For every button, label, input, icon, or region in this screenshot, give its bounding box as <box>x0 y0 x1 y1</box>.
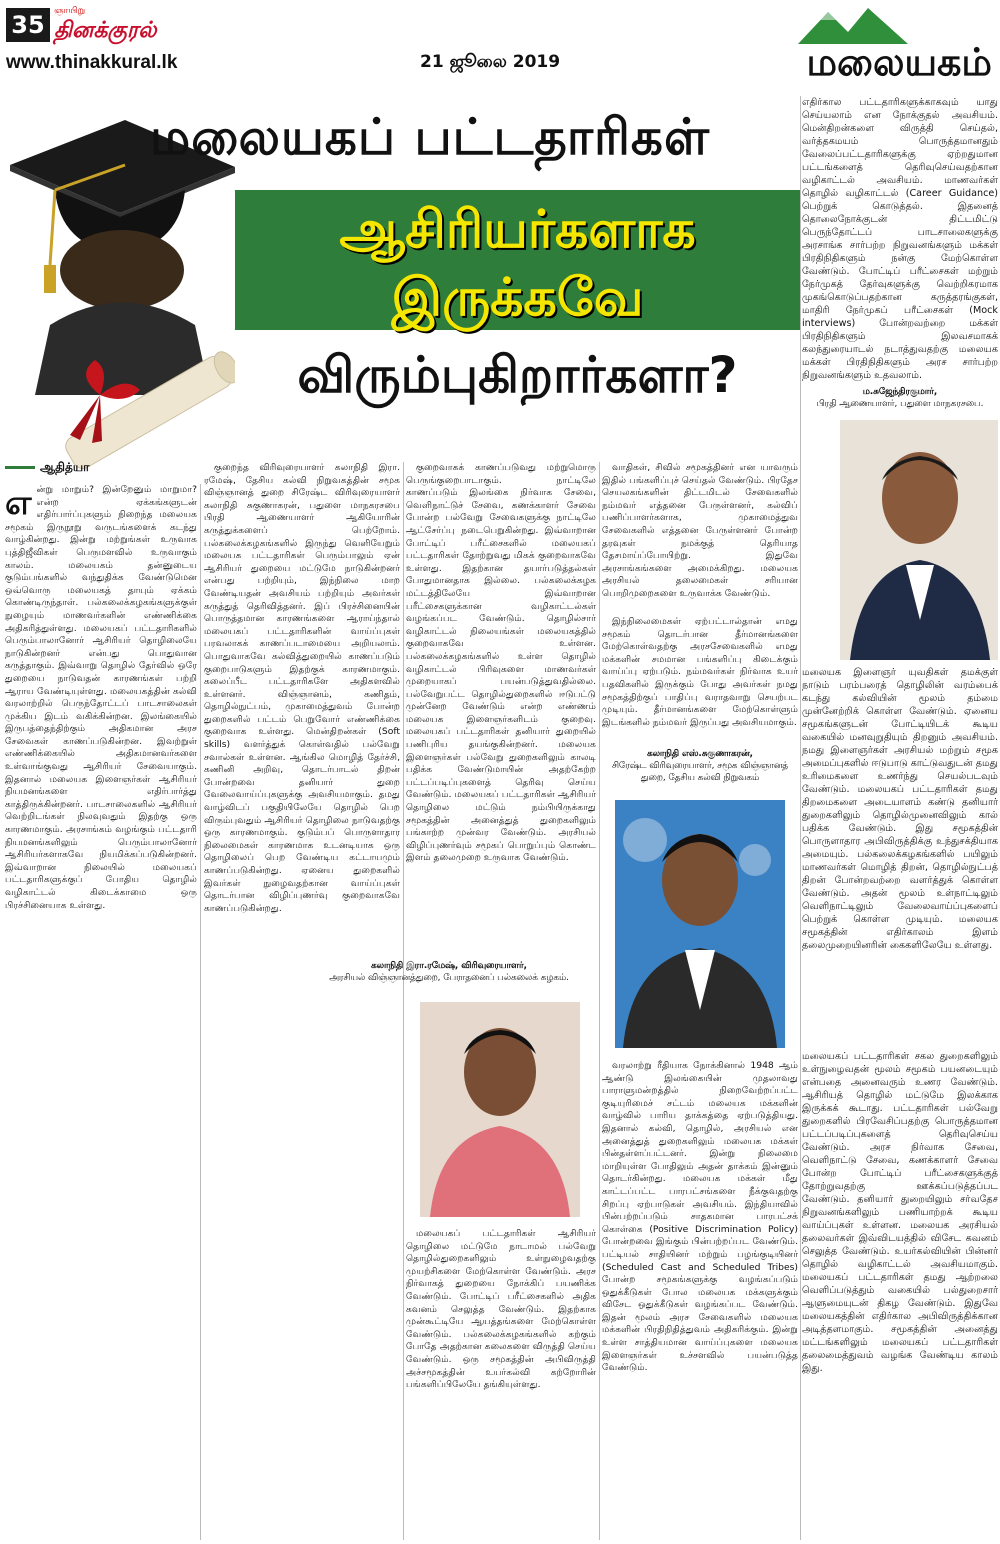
page-number: 35 <box>6 8 50 42</box>
article-column-2-text: குறைந்த விரிவுரையாளர் கலாநிதி இரா. ரமேஷ், தேசிய கல்வி நிறுவகத்தின் சமூக விஞ்ஞானத் துறை சிரேஷ்ட விரிவுரையாளர் கலாநிதி சுகுணாகரன், பதுளை மாநகரசபை பிரதி ஆணையாளர் ஆகியோரின் கருத்துக்களைப் பெற்றோம். பல்கலைக்கழகங்களில் இருந்து வெளியேறும் மலையக பட்டதாரிகள் பெரும்பாலும் ஏன் ஆசிரியர் துறையை மட்டுமே நாடுகின்றனர் என்பது பற்றியும், இந்நிலை மாற வேண்டியதன் அவசியம் பற்றியும் அவர்கள் கருத்துத் தெரிவித்தனர். இப் பிரச்சினையின் பொருத்தமான காரணங்களை ஆராய்ந்தால் மலையகப் பட்டதாரிகளின் வாய்ப்புகள் பரவலாகக் காணப்படாமையை அறியலாம். பொதுவாகவே கல்வித்துறையில் காணப்படும் குறைபாடுகளும் இதற்குக் காரணமாகும். கலைப்பீட பட்டதாரிகளே அதிகளவில் உள்ளனர். விஞ்ஞானம், கணிதம், தொழில்நுட்பம், முகாமைத்துவம் போன்ற துறைகளில் பட்டம் பெறுவோர் எண்ணிக்கை குறைவாக உள்ளது. மென்திறன்கள் (Soft skills) வளர்த்துக் கொள்வதில் பல்வேறு சவால்கள் உள்ளன. ஆங்கில மொழித் தேர்ச்சி, கணினி அறிவு, தொடர்பாடல் திறன் போன்றவை தனியார் துறை வேலைவாய்ப்புகளுக்கு அவசியமாகும். தமது வாழ்விடப் பகுதியிலேயே தொழில் பெற விரும்புவதும் ஆசிரியர் தொழிலை நாடுவதற்கு ஒரு காரணமாகும். குடும்பப் பொருளாதார நிலைமைகள் காரணமாக உடனடியாக ஒரு தொழிலைப் பெற வேண்டிய கட்டாயமும் காணப்படுகின்றது. ஏனைய துறைகளில் இவர்கள் நுழைவதற்கான வாய்ப்புகள் தொடர்பான விழிப்புணர்வு குறைவாகவே காணப்படுகின்றது. <box>204 462 400 914</box>
article-column-4-second <box>602 616 798 742</box>
article-column-4c-text: வரலாற்று ரீதியாக நோக்கினால் 1948 ஆம் ஆண்டு இலங்கையின் முதலாவது பாராளுமன்றத்தில் நிறைவேற்றப்பட்ட குடியுரிமைச் சட்டம் மலையக மக்களின் வாழ்வில் பாரிய தாக்கத்தை ஏற்படுத்தியது. இதனால் கல்வி, தொழில், அரசியல் என அனைத்துத் துறைகளிலும் மலையக மக்கள் பின்தள்ளப்பட்டனர். இன்று நிலைமை மாறியுள்ள போதிலும் அதன் தாக்கம் இன்னும் தொடர்கின்றது. மலையக மக்கள் மீது காட்டப்பட்ட பாரபட்சங்களை நீக்குவதற்கு சிறப்பு ஏற்பாடுகள் அவசியம். இந்தியாவில் பின்பற்றப்படும் சாதகமான பாரபட்சக் கொள்கை (Positive Discrimination Policy) போன்றவை இங்கும் பின்பற்றப்பட வேண்டும். பட்டியல் சாதியினர் மற்றும் பழங்குடியினர் (Scheduled Cast and Scheduled Tribes) போன்ற சமூகங்களுக்கு வழங்கப்படும் ஒதுக்கீடுகள் போல மலையக மக்களுக்கும் விசேட ஒதுக்கீடுகள் வழங்கப்பட வேண்டும். இதன் மூலம் அரச சேவைகளில் மலையக மக்களின் பிரதிநிதித்துவம் அதிகரிக்கும். இன்று உள்ள சாத்தியமான வாய்ப்புகளை மலையக இளைஞர்கள் உச்சளவில் பயன்படுத்த வேண்டும். <box>602 1060 798 1374</box>
article-column-1 <box>5 484 197 1540</box>
paper-logo-small-text: ஞாயிறு <box>54 6 86 16</box>
website-url[interactable]: www.thinakkural.lk <box>6 52 178 73</box>
photo-3-portrait <box>420 1002 580 1217</box>
section-logo-word: மலையகம் <box>806 40 992 84</box>
article-column-4-text: வாதிகள், சிவில் சமூகத்தினர் என யாவரும் இதில் பங்களிப்புச் செய்தல் வேண்டும். பிரதேச செயலகங்களின் திட்டமிடல் சேவைகளில் நம்மவர் எத்தனை பேருள்ளனர், கல்விப் பணிப்பாளர்களாக, முகாமைத்துவ சேவைகளில் எத்தனை பேருள்ளனர் போன்ற தரவுகள் நமக்குத் தெரியாத தேசமாய்ப்போயிற்று. இதுவே அரசாங்கங்களை அமைக்கிறது. மலையக அரசியல் தலைமைகள் சரியான பொறிமுறைகளை உருவாக்க வேண்டும். <box>602 462 798 599</box>
article-column-4-third <box>602 1060 798 1540</box>
drop-cap: எ <box>5 483 32 523</box>
right-column-top-text: எதிர்கால பட்டதாரிகளுக்காகவும் யாது செய்யலாம் என நோக்குதல் அவசியம். மென்திறன்களை விருத்தி செய்தல், வர்த்தகமயம் பொருத்தமானதும் வேலைப்பட்டதாரிகளுக்கு ஏற்றதுமான பட்டங்களைத் தெரிவுசெய்வதற்கான வழிகாட்டல் அவசியம். மாணவர்கள் தொழில் வழிகாட்டல் (Career Guidance) பெற்றுக் கொடுத்தல். இதனைத் தொலைநோக்குடன் திட்டமிட்டு பெருந்தோட்டப் பாடசாலைகளுக்கு அரசாங்க சார்பற்ற நிறுவனங்களும் மக்கள் பிரதிநிதிகளும் நன்கு மேற்கொள்ள வேண்டும். போட்டிப் பரீட்சைகள் மற்றும் நேர்முகத் தேர்வுகளுக்கு வெற்றிகரமாக முகங்கொடுப்பதற்கான கருத்தரங்குகள், மாதிரி நேர்முகப் பரீட்சைகள் (Mock interviews) போன்றவற்றை மக்கள் பிரதிநிதிகளும் இலவசமாகக் கலந்துரையாடல் நடாத்துவதற்கு மலையக மக்கள் பிரதிநிதிகளும் அரச சார்பற்ற நிறுவனங்களும் உதவலாம். <box>802 97 998 381</box>
photo-caption-3 <box>300 960 598 984</box>
byline: ஆதித்யா <box>40 460 90 474</box>
mountain-logo-icon <box>798 4 908 44</box>
right-column-mid-text: மலையக இளைஞர் யுவதிகள் தமக்குள் நாடும் பரம்பரைத் தொழிலின் வரம்பைக் கடந்து கல்வியின் மூலம் தம்மை முன்னேற்றிக் கொள்ள வேண்டும். ஏனைய சமூகங்களுடன் போட்டியிடக் கூடிய வகையில் மனவுறுதியும் திறனும் அவசியம். நமது இளைஞர்கள் அரசியல் மற்றும் சமூக அமைப்புகளில் ஈடுபாடு காட்டுவதுடன் தமது உரிமைகளை உணர்ந்து செயல்படவும் வேண்டும். மலையகப் பட்டதாரிகள் தமது திறமைகளை அடையாளம் கண்டு தனியார் துறைகளிலும் தொழில்முனைவிலும் கால் பதிக்க வேண்டும். இது சமூகத்தின் பொருளாதார அபிவிருத்திக்கு உந்துசக்தியாக அமையும். பல்கலைக்கழகங்களில் பயிலும் மாணவர்கள் மொழித் திறன், தொழில்நுட்பத் திறன் போன்றவற்றை வளர்த்துக் கொள்ள வேண்டும். அதன் மூலம் உள்நாட்டிலும் வெளிநாட்டிலும் வேலைவாய்ப்புகளைப் பெற்றுக் கொள்ள முடியும். மலையக சமூகத்தின் எதிர்காலம் இளம் தலைமுறையினரின் கைகளிலேயே உள்ளது. <box>802 667 998 951</box>
headline-line-3: விரும்புகிறார்களா? <box>297 346 738 404</box>
headline-line-1: ஆசிரியர்களாக <box>339 200 696 260</box>
column-divider <box>403 462 404 1540</box>
article-column-4b-text: இந்நிலைமைகள் ஏற்பட்டால்தான் எமது சமூகம் தொடர்பான தீர்மானங்களை மேற்கொள்வதற்கு அரசசேவைகளில் எமது மக்களின் சமமான பங்களிப்பு கிடைக்கும் வாய்ப்பு ஏற்படும். நம்மவர்கள் நிர்வாக உயர் பதவிகளில் இருக்கும் போது அவர்கள் நமது சமூகத்திற்குப் பாதிப்பு வராதவாறு செயற்பட முடியும். தீர்மானங்களை மேற்கொள்ளும் இடங்களில் நம்மவர் இருப்பது அவசியமாகும். <box>602 616 798 728</box>
masthead <box>0 0 1000 84</box>
article-column-3b-text: மலையகப் பட்டதாரிகள் ஆசிரியர் தொழிலை மட்டுமே நாடாமல் பல்வேறு தொழில்துறைகளிலும் உள்நுழைவதற்கு முயற்சிகளை மேற்கொள்ள வேண்டும். அரச நிர்வாகத் துறையை நோக்கிப் பயணிக்க வேண்டும். போட்டிப் பரீட்சைகளில் அதிக கவனம் செலுத்த வேண்டும். இதற்காக முன்கூட்டியே ஆயத்தங்களை மேற்கொள்ள வேண்டும். பல்கலைக்கழகங்களில் கற்கும் போதே அதற்கான கலைகளை விருத்தி செய்ய வேண்டும். ஒரு சமூகத்தின் அபிவிருத்தி அச்சமூகத்தின் உயர்கல்வி கற்றோரின் பங்களிப்பிலேயே தங்கியுள்ளது. <box>406 1228 596 1391</box>
section-logo <box>770 0 1000 90</box>
photo-2-portrait <box>615 800 785 1048</box>
byline-rule <box>5 466 35 469</box>
photo-caption-2-name: கலாநிதி எஸ்.சுகுணாகரன், <box>646 749 754 759</box>
photo-caption-1 <box>802 386 998 410</box>
photo-1-portrait <box>840 420 998 660</box>
photo-caption-2 <box>602 748 798 784</box>
person-portrait-icon <box>840 420 998 660</box>
headline-line-2: இருக்கவே <box>391 268 644 328</box>
article-column-4 <box>602 462 798 612</box>
photo-caption-2-role: சிரேஷ்ட விரிவுரையாளர், சமூக விஞ்ஞானத் துறை, தேசிய கல்வி நிறுவகம் <box>611 761 788 783</box>
photo-caption-1-role: பிரதி ஆணையாளர், பதுளை மாநகரசபை. <box>816 399 984 409</box>
photo-caption-1-name: ம.சுஜேந்திரகுமார், <box>862 387 938 397</box>
issue-date: 21 ஜூலை 2019 <box>420 52 561 72</box>
person-portrait-icon <box>615 800 785 1048</box>
article-column-3-continued <box>406 1228 596 1540</box>
column-divider <box>800 96 801 1540</box>
headline-top-line: மலையகப் பட்டதாரிகள் <box>149 108 711 166</box>
article-column-3-text: குறைவாகக் காணப்படுவது மற்றுமொரு பெருங்குறைபாடாகும். நாட்டிலே காணப்படும் இலங்கை நிர்வாக சேவை, வெளிநாட்டுச் சேவை, கணக்காளர் சேவை போன்ற பல்வேறு சேவைகளுக்கு நாட்டிலே ஆட்சேர்ப்பு நடைபெறுகின்றது. இவ்வாறான போட்டிப் பரீட்சைகளில் மலையகப் பட்டதாரிகள் தோற்றுவது மிகக் குறைவாகவே உள்ளது. இதற்கான தயார்படுத்தல்கள் போதுமானதாக இல்லை. பல்கலைக்கழக மட்டத்திலேயே இவ்வாறான பரீட்சைகளுக்கான வழிகாட்டல்கள் வழங்கப்பட வேண்டும். தொழில்சார் வழிகாட்டல் நிலையங்கள் மலையகத்தில் குறைவாகவே உள்ளன. பல்கலைக்கழகங்களில் உள்ள தொழில் வழிகாட்டல் பிரிவுகளை மாணவர்கள் முறையாகப் பயன்படுத்துவதில்லை. பல்வேறுபட்ட தொழில்துறைகளில் ஈடுபட்டு முன்னேற வேண்டும் என்ற எண்ணம் மலையக இளைஞர்களிடம் குறைவு. மலையகப் பட்டதாரிகள் தனியார் துறையில் பணிபுரிய தயங்குகின்றனர். மலையக இளைஞர்கள் பல்வேறு துறைகளிலும் காலடி பதிக்க வேண்டுமாயின் அதற்கேற்ற பட்டப்படிப்புகளைத் தெரிவு செய்ய வேண்டும். மலையகப் பட்டதாரிகள் ஆசிரியர் தொழிலை மட்டும் நம்பியிருக்காது சமூகத்தின் அனைத்துத் துறைகளிலும் பங்காற்ற முன்வர வேண்டும். அரசியல் விழிப்புணர்வும் சமூகப் பொறுப்பும் கொண்ட இளம் தலைமுறை உருவாக வேண்டும். <box>406 462 596 864</box>
photo-caption-3-role: அரசியல் விஞ்ஞானத்துறை, பேராதனைப் பல்கலைக் கழகம். <box>329 973 569 983</box>
column-divider <box>599 462 600 1540</box>
article-column-2 <box>204 462 400 1540</box>
right-column-bottom-text: மலையகப் பட்டதாரிகள் சகல துறைகளிலும் உள்நுழைவதன் மூலம் சமூகம் பயனடையும் என்பதை அனைவரும் உணர வேண்டும். ஆசிரியத் தொழில் மட்டுமே இலக்காக இருக்கக் கூடாது. பட்டதாரிகள் பல்வேறு துறைகளில் பிரவேசிப்பதற்கு பொருத்தமான பட்டப்படிப்புகளைத் தெரிவுசெய்ய வேண்டும். அரச நிர்வாக சேவை, வெளிநாட்டு சேவை, கணக்காளர் சேவை போன்ற போட்டிப் பரீட்சைகளுக்குத் தோற்றுவதற்கு ஊக்கப்படுத்தப்பட வேண்டும். தனியார் துறையிலும் சர்வதேச நிறுவனங்களிலும் பணியாற்றக் கூடிய வாய்ப்புகள் உள்ளன. மலையக அரசியல் தலைவர்கள் இவ்விடயத்தில் விசேட கவனம் செலுத்த வேண்டும். உயர்கல்வியின் பின்னர் தொழில் வழிகாட்டல் அவசியமாகும். மலையகப் பட்டதாரிகள் தமது ஆற்றலை வெளிப்படுத்தும் வகையில் பல்துறைசார் ஆளுமையுடன் திகழ வேண்டும். இதுவே மலையகத்தின் எதிர்கால அபிவிருத்திக்கான அடித்தளமாகும். சமூகத்தின் அனைத்து மட்டங்களிலும் மலையகப் பட்டதாரிகள் தலைமைத்துவம் வழங்க வேண்டிய காலம் இது. <box>802 1051 998 1374</box>
paper-logo <box>54 6 204 46</box>
right-column <box>802 96 998 410</box>
article-column-3 <box>406 462 596 950</box>
photo-caption-3-name: கலாநிதி இரா.ரமேஷ், விரிவுரையாளர், <box>371 961 527 971</box>
person-portrait-icon <box>420 1002 580 1217</box>
article-column-1-text: ன்று மாறும்? இன்றேனும் மாறுமா? என்ற ஏக்கங்களுடன் எதிர்பார்ப்புகளும் நிறைந்த மலையக சமூகம் இருநூறு வருடங்களைக் கடந்து வாழ்கின்றது. இன்று மற்றுங்கள் உருவாக புத்திஜீவிகள் பெருமளவில் உருவாகும் காலம். மலையகம் தன்னுடைய குடும்பங்களில் வந்துதிக்க வேண்டுமென ஒவ்வொரு மலையகத் தாயும் ஏக்கம் கொண்டிருந்தாள். பல்கலைக்கழகங்களுக்குள் நுழையும் மாணவர்களின் எண்ணிக்கை அதிகரித்துள்ளது. மலையகப் பட்டதாரிகளில் பெரும்பாலானோர் ஆசிரியர் தொழிலையே நாடுகின்றனர் என்பது பொதுவான கருத்தாகும். இவ்வாறு தொழில் தேர்வில் ஒரே துறையை நாடுவதன் காரணங்கள் பற்றி ஆராய வேண்டியுள்ளது. மலையகத்தின் கல்வி வரலாற்றில் பெருந்தோட்டப் பாடசாலைகள் முக்கிய இடம் வகிக்கின்றன. இலங்கையில் இருபத்தைந்திற்கும் அதிகமான அரச சேவைகள் காணப்படுகின்றன. இவற்றுள் எண்ணிக்கையில் அதிகமானவர்களை உள்வாங்குவது ஆசிரியர் சேவையாகும். இதனால் மலையக இளைஞர்கள் ஆசிரியர் நியமனங்களை எதிர்பார்த்து காத்திருக்கின்றனர். பாடசாலைகளில் ஆசிரியர் வெற்றிடங்கள் நிலவுவதும் இதற்கு ஒரு காரணமாகும். அரசாங்கம் வழங்கும் பட்டதாரி நியமனங்களிலும் பெரும்பாலானோர் ஆசிரியர்களாகவே நியமிக்கப்படுகின்றனர். இவ்வாறான நிலையில் மலையகப் பட்டதாரிகளுக்குப் போதிய தொழில் வழிகாட்டல் கிடைக்காமை ஒரு பிரச்சினையாக உள்ளது. <box>5 484 197 911</box>
paper-logo-name: தினக்குரல் <box>54 17 157 43</box>
column-divider <box>200 484 201 1540</box>
